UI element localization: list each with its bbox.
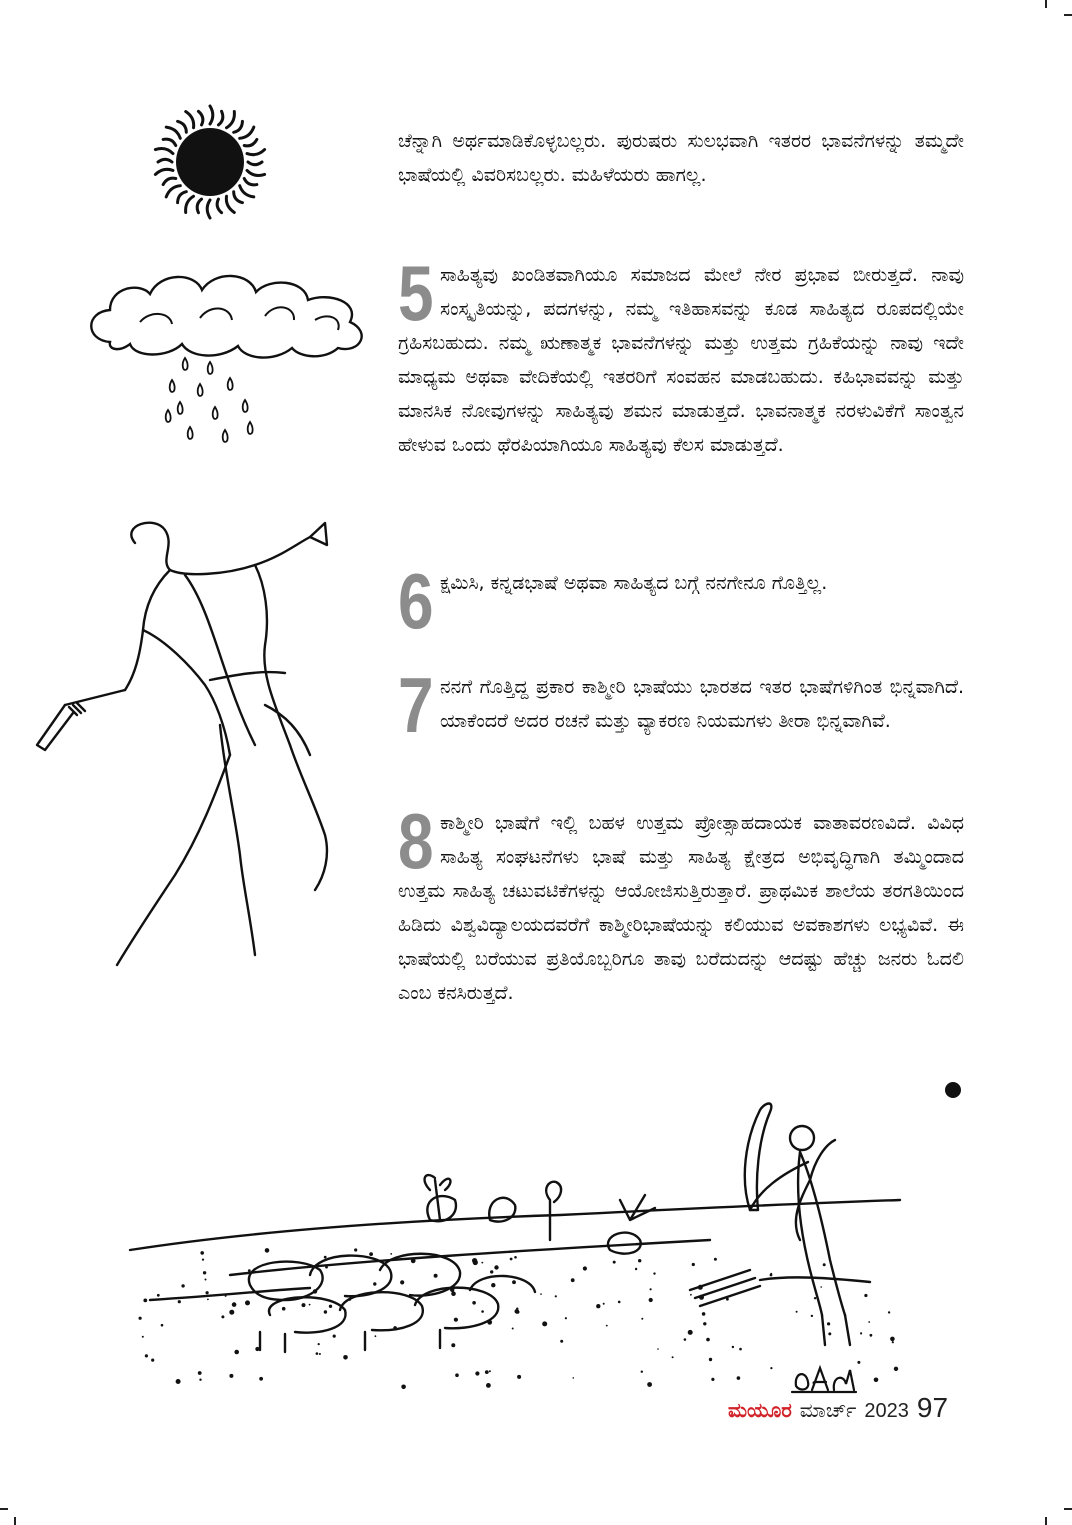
raindrop [228,378,233,390]
sun-ray [247,150,265,155]
ground-speck [313,1289,317,1293]
ground-speck [688,1330,693,1335]
raindrop [166,410,171,422]
ground-speck [302,1303,306,1307]
ground-speck [892,1341,894,1343]
ground-speck [333,1335,336,1338]
ground-speck [560,1340,563,1343]
ground-speck [820,1286,822,1288]
ground-speck [151,1359,154,1362]
crop-mark [0,1508,8,1510]
ground-speck [206,1291,209,1294]
ground-speck [894,1367,898,1371]
sun-ray [186,112,194,128]
ground-speck [176,1379,181,1384]
ground-speck [400,1280,404,1284]
ground-speck [732,1346,734,1348]
ground-speck [864,1294,867,1297]
raindrop [178,402,183,414]
ground-speck [647,1382,652,1387]
ground-speck [324,1310,327,1313]
ground-speck [348,1298,351,1301]
ground-speck [451,1291,456,1296]
crop-mark [1064,14,1072,16]
ground-speck [517,1375,521,1379]
answer-text: ನನಗೆ ಗೊತ್ತಿದ್ದ ಪ್ರಕಾರ ಕಾಶ್ಮೀರಿ ಭಾಷೆಯು ಭಾರತದ ಇತರ ಭಾಷೆಗಳಿಗಿಂತ ಭಿನ್ನವಾಗಿದೆ. ಯಾಕೆಂದರೆ ಅದರ ರಚನೆ ಮತ್ತು ವ್ಯಾಕರಣ ನಿಯಮಗಳು ತೀರಾ ಭಿನ್ನವಾಗಿವೆ. [440,676,964,732]
ground-speck [596,1304,600,1308]
ground-speck [494,1265,498,1269]
ground-speck [205,1279,207,1281]
drop-number: 6 [398,557,434,645]
ground-speck [225,1295,227,1297]
ground-speck [510,1258,513,1261]
ground-speck [393,1326,397,1330]
raindrop [188,427,193,439]
ground-speck [199,1379,201,1381]
ground-speck [325,1266,328,1269]
magazine-brand: ಮಯೂರ [728,1398,792,1422]
sun-ray [163,139,176,145]
ground-speck [868,1321,870,1323]
ground-speck [198,1371,202,1375]
sun-ray [163,178,176,184]
ground-speck [814,1297,816,1299]
raindrop [243,400,248,412]
end-of-article-dot [945,1082,961,1098]
ground-speck [613,1261,616,1264]
ground-speck [229,1310,234,1315]
raindrop [208,362,213,374]
sun-ray [158,159,172,162]
ground-speck [690,1294,692,1296]
ground-speck [309,1304,311,1306]
ground-speck [571,1278,575,1282]
sun-ray [226,112,234,128]
ground-speck [245,1300,250,1305]
sun-ray [234,121,243,132]
sun-ray [178,121,187,132]
ground-speck [390,1253,392,1255]
ground-speck [265,1248,270,1253]
sun-ray [210,106,213,124]
crop-mark [1045,0,1047,8]
ground-speck [200,1251,204,1255]
ground-speck [157,1294,160,1297]
answer-text: ಕ್ಷಮಿಸಿ, ಕನ್ನಡಭಾಷೆ ಅಥವಾ ಸಾಹಿತ್ಯದ ಬಗ್ಗೆ ನನಗೇನೂ ಗೊತ್ತಿಲ್ಲ. [440,572,828,594]
ground-speck [142,1336,144,1338]
ground-speck [706,1338,710,1342]
ground-speck [603,1303,605,1305]
ground-speck [450,1288,454,1292]
ground-speck [229,1374,233,1378]
ground-speck [316,1352,319,1355]
ground-speck [653,1272,655,1274]
ground-speck [890,1337,895,1342]
ground-speck [411,1258,416,1263]
ground-speck [369,1252,373,1256]
sun-ray [178,192,187,203]
ground-speck [565,1317,567,1319]
answer-block-5 [398,249,964,462]
ground-speck [618,1301,621,1304]
ground-speck [516,1308,518,1310]
ground-speck [434,1274,438,1278]
ground-speck [870,1334,873,1337]
ground-speck [329,1305,332,1308]
ground-speck [692,1263,695,1266]
sun-ray [155,148,173,153]
ground-speck [796,1311,798,1313]
answer-text: ಸಾಹಿತ್ಯವು ಖಂಡಿತವಾಗಿಯೂ ಸಮಾಜದ ಮೇಲೆ ನೇರ ಪ್ರಭಾವ ಬೀರುತ್ತದೆ. ನಾವು ಸಂಸ್ಕೃತಿಯನ್ನು, ಪದಗಳನ್ನು, ನಮ್ಮ ಇತಿಹಾಸವನ್ನು ಕೂಡ ಸಾಹಿತ್ಯದ ರೂಪದಲ್ಲಿಯೇ ಗ್ರಹಿಸಬಹುದು. ನಮ್ಮ ಋಣಾತ್ಮಕ ಭಾವನೆಗಳನ್ನು ಮತ್ತು ಉತ್ತಮ ಗ್ರಹಿಕೆಯನ್ನು ನಾವು ಇದೇ ಮಾಧ್ಯಮ ಅಥವಾ ವೇದಿಕೆಯಲ್ಲಿ ಇತರರಿಗೆ ಸಂವಹನ ಮಾಡಬಹುದು. ಕಹಿಭಾವವನ್ನು ಮತ್ತು ಮಾನಸಿಕ ನೋವುಗಳನ್ನು ಸಾಹಿತ್ಯವು ಶಮನ ಮಾಡುತ್ತದೆ. ಭಾವನಾತ್ಮಕ ನರಳುವಿಕೆಗೆ ಸಾಂತ್ವನ ಹೇಳುವ ಒಂದು ಥೆರಪಿಯಾಗಿಯೂ ಸಾಹಿತ್ಯವು ಕೆಲಸ ಮಾಡುತ್ತದೆ. [398,264,964,456]
sun-ray [166,127,180,138]
raindrop [213,407,218,419]
sun-ray [240,186,254,197]
ground-speck [512,1280,516,1284]
ground-speck [711,1378,714,1381]
ground-speck [319,1353,321,1355]
ground-speck [555,1295,557,1297]
sun-ray [197,199,201,213]
answer-block-6 [398,557,964,645]
ground-speck [454,1318,458,1322]
ground-speck [888,1311,890,1313]
sun-ray [244,178,257,184]
sun-ray [244,139,257,145]
raindrop [183,358,188,370]
sun-ray [226,196,234,212]
ground-speck [583,1266,587,1270]
issue-year: 2023 [864,1400,909,1422]
ground-speck [373,1282,376,1285]
answer-text: ಕಾಶ್ಮೀರಿ ಭಾಷೆಗೆ ಇಲ್ಲಿ ಬಹಳ ಉತ್ತಮ ಪ್ರೋತ್ಸಾಹದಾಯಕ ವಾತಾವರಣವಿದೆ. ವಿವಿಧ ಸಾಹಿತ್ಯ ಸಂಘಟನೆಗಳು ಭಾಷೆ ಮತ್ತು ಸಾಹಿತ್ಯ ಕ್ಷೇತ್ರದ ಅಭಿವೃದ್ಧಿಗಾಗಿ ತಮ್ಮಿಂದಾದ ಉತ್ತಮ ಸಾಹಿತ್ಯ ಚಟುವಟಿಕೆಗಳನ್ನು ಆಯೋಜಿಸುತ್ತಿರುತ್ತಾರೆ. ಪ್ರಾಥಮಿಕ ಶಾಲೆಯ ತರಗತಿಯಿಂದ ಹಿಡಿದು ವಿಶ್ವವಿದ್ಯಾಲಯದವರೆಗೆ ಕಾಶ್ಮೀರಿಭಾಷೆಯನ್ನು ಕಲಿಯುವ ಅವಕಾಶಗಳು ಲಭ್ಯವಿವೆ. ಈ ಭಾಷೆಯಲ್ಲಿ ಬರೆಯುವ ಪ್ರತಿಯೊಬ್ಬರಿಗೂ ತಾವು ಬರೆದುದನ್ನು ಆದಷ್ಟು ಹೆಚ್ಚು ಜನರು ಓದಲಿ ಎಂಬ ಕನಸಿರುತ್ತದೆ. [398,812,964,1004]
ground-speck [455,1373,459,1377]
ground-speck [827,1322,830,1325]
sun-ray [247,170,265,175]
ground-speck [770,1367,772,1369]
ground-speck [472,1301,476,1305]
ground-speck [485,1370,489,1374]
rain-cloud-icon [80,262,380,452]
ground-speck [203,1271,206,1274]
ground-speck [139,1317,142,1320]
ground-speck [641,1371,643,1373]
ground-speck [491,1283,495,1287]
ground-speck [672,1356,674,1358]
ground-speck [657,1348,659,1350]
ground-speck [823,1263,826,1266]
drop-number: 7 [398,661,434,749]
drop-number: 5 [398,249,434,337]
ground-speck [486,1383,491,1388]
ground-speck [255,1347,259,1351]
ground-speck [739,1348,742,1351]
ground-speck [702,1312,706,1316]
page-footer [728,1392,948,1428]
ground-speck [243,1272,245,1274]
ground-speck [161,1324,164,1327]
ground-speck [259,1377,263,1381]
ground-speck [516,1310,520,1314]
artist-signature [790,1362,860,1396]
ground-speck [481,1310,484,1313]
ground-speck [221,1315,224,1318]
ground-speck [811,1315,813,1317]
ground-speck [573,1377,575,1379]
raindrop [248,422,253,434]
ground-speck [874,1378,879,1383]
ground-speck [542,1321,547,1326]
answer-block-7 [398,661,964,749]
ground-speck [318,1343,320,1345]
ground-speck [698,1285,703,1290]
ground-speck [703,1322,706,1325]
ground-speck [540,1293,542,1295]
ground-speck [234,1350,239,1355]
ground-speck [514,1256,517,1259]
answer-block-8 [398,797,964,1010]
ground-speck [375,1335,377,1337]
ground-speck [178,1300,181,1303]
ground-speck [490,1270,493,1273]
raindrop [170,380,175,392]
sun-ray [217,199,221,213]
ground-speck [481,1262,483,1264]
raindrop [223,430,228,442]
ground-speck [684,1338,687,1341]
crop-mark [14,1517,16,1525]
ground-speck [699,1295,704,1300]
ground-speck [202,1259,204,1261]
ground-speck [143,1299,147,1303]
ground-speck [232,1302,237,1307]
ground-speck [737,1376,741,1380]
page-number: 97 [916,1392,949,1423]
sun-ray [207,200,210,218]
ground-speck [860,1332,862,1334]
sun-ray [248,162,262,165]
ground-speck [282,1307,286,1311]
sun-ray [234,192,243,203]
ground-speck [770,1274,773,1277]
ground-speck [475,1371,479,1375]
ground-speck [207,1299,209,1301]
sun-ray [186,196,194,212]
drop-number: 8 [398,797,434,885]
ground-speck [641,1318,643,1320]
ground-speck [181,1284,184,1287]
ground-speck [650,1288,652,1290]
ground-speck [401,1385,406,1390]
ground-speck [828,1332,831,1335]
ground-speck [635,1268,637,1270]
sun-ray [218,111,222,125]
ground-speck [343,1355,348,1360]
ground-speck [726,1298,729,1301]
ground-speck [248,1269,251,1272]
ground-speck [714,1258,717,1261]
ground-speck [638,1259,641,1262]
ground-speck [354,1248,357,1251]
dancing-figure-drawing [25,515,365,975]
ground-speck [451,1343,455,1347]
issue-month: ಮಾರ್ಚ್ [799,1398,857,1422]
raindrop [198,384,203,396]
ground-speck [145,1354,148,1357]
intro-paragraph: ಚೆನ್ನಾಗಿ ಅರ್ಥಮಾಡಿಕೊಳ್ಳಬಲ್ಲರು. ಪುರುಷರು ಸುಲಭವಾಗಿ ಇತರರ ಭಾವನೆಗಳನ್ನು ತಮ್ಮದೇ ಭಾಷೆಯಲ್ಲಿ ವಿವರಿಸಬಲ್ಲರು. ಮಹಿಳೆಯರು ಹಾಗಲ್ಲ. [398,130,964,186]
ground-speck [472,1258,477,1263]
ground-speck [489,1370,491,1372]
crop-mark [1045,1517,1047,1525]
sun-icon [150,100,270,220]
crop-mark [1064,1508,1072,1510]
sun-ray [155,169,173,174]
ground-speck [512,1328,514,1330]
ground-speck [487,1320,492,1325]
ground-speck [324,1256,327,1259]
sun-ray [198,111,202,125]
ground-speck [649,1298,653,1302]
field-scene-drawing [110,1100,920,1400]
ground-speck [606,1325,608,1327]
ground-speck [709,1358,712,1361]
